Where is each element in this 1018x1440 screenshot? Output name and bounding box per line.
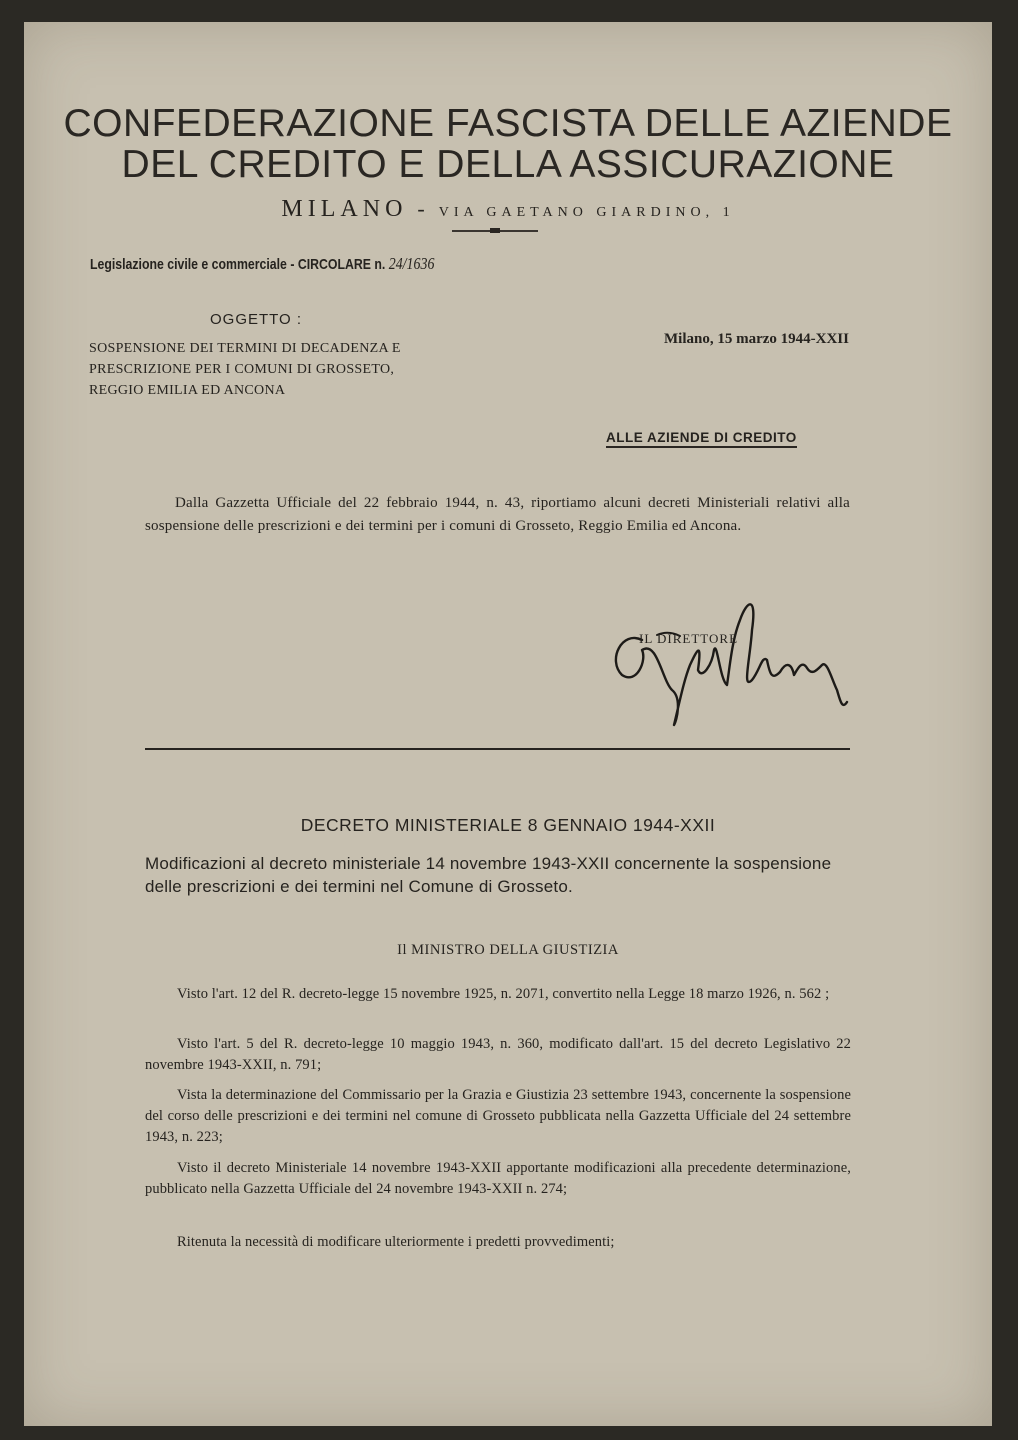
director-title: IL DIRETTORE [639, 631, 739, 646]
circular-category: Legislazione civile e commerciale - CIRCOLARE n. [90, 256, 386, 273]
header-ornament-center [490, 228, 500, 233]
decree-subtitle: Modificazioni al decreto ministeriale 14 novembre 1943-XXII concernente la sospensione delle prescrizioni e dei termini nel Comune di Grosseto. [145, 854, 832, 896]
address-city: MILANO [281, 196, 408, 222]
decree-paragraph-2: Visto l'art. 5 del R. decreto-legge 10 maggio 1943, n. 360, modificato dall'art. 15 del decreto Legislativo 22 novembre 1943-XXII, n. 791; [145, 1036, 851, 1073]
address-separator: - [417, 196, 429, 221]
document-page [24, 22, 992, 1426]
recipient: ALLE AZIENDE DI CREDITO [606, 430, 797, 448]
decree-title: DECRETO MINISTERIALE 8 GENNAIO 1944-XXII [300, 815, 716, 835]
subject-text: SOSPENSIONE DEI TERMINI DI DECADENZA E PRESCRIZIONE PER I COMUNI DI GROSSETO, REGGIO EMILIA ED ANCONA [89, 341, 401, 398]
subject-label: OGGETTO : [210, 311, 303, 328]
decree-paragraph-1: Visto l'art. 12 del R. decreto-legge 15 novembre 1925, n. 2071, convertito nella Legge 18 marzo 1926, n. 562 ; [177, 986, 830, 1002]
decree-paragraph-5: Ritenuta la necessità di modificare ulteriormente i predetti provvedimenti; [177, 1234, 615, 1250]
document-date: Milano, 15 marzo 1944-XXII [664, 331, 849, 347]
header-line-1: CONFEDERAZIONE FASCISTA DELLE AZIENDE [63, 102, 953, 145]
intro-paragraph: Dalla Gazzetta Ufficiale del 22 febbraio 1944, n. 43, riportiamo alcuni decreti Ministeriali relativi alla sospensione delle prescrizioni e dei termini per i comuni di Grosseto, Reggio Emilia ed Ancona. [145, 495, 850, 534]
circular-reference [90, 254, 434, 274]
decree-paragraph-3: Vista la determinazione del Commissario per la Grazia e Giustizia 23 settembre 1943, concernente la sospensione del corso delle prescrizioni e dei termini nel comune di Grosseto pubblicata nella Gazzetta Ufficiale del 24 settembre 1943, n. 223; [145, 1087, 851, 1145]
address-street: VIA GAETANO GIARDINO, 1 [438, 205, 735, 220]
minister-heading: Il MINISTRO DELLA GIUSTIZIA [397, 942, 619, 958]
header-address [24, 196, 992, 223]
section-divider [145, 748, 850, 750]
director-signature [602, 580, 862, 730]
circular-number: 24/1636 [388, 254, 435, 273]
header-line-2: DEL CREDITO E DELLA ASSICURAZIONE [121, 143, 895, 186]
decree-paragraph-4: Visto il decreto Ministeriale 14 novembre 1943-XXII apportante modificazioni alla precedente determinazione, pubblicato nella Gazzetta Ufficiale del 24 novembre 1943-XXII n. 274; [145, 1160, 851, 1197]
